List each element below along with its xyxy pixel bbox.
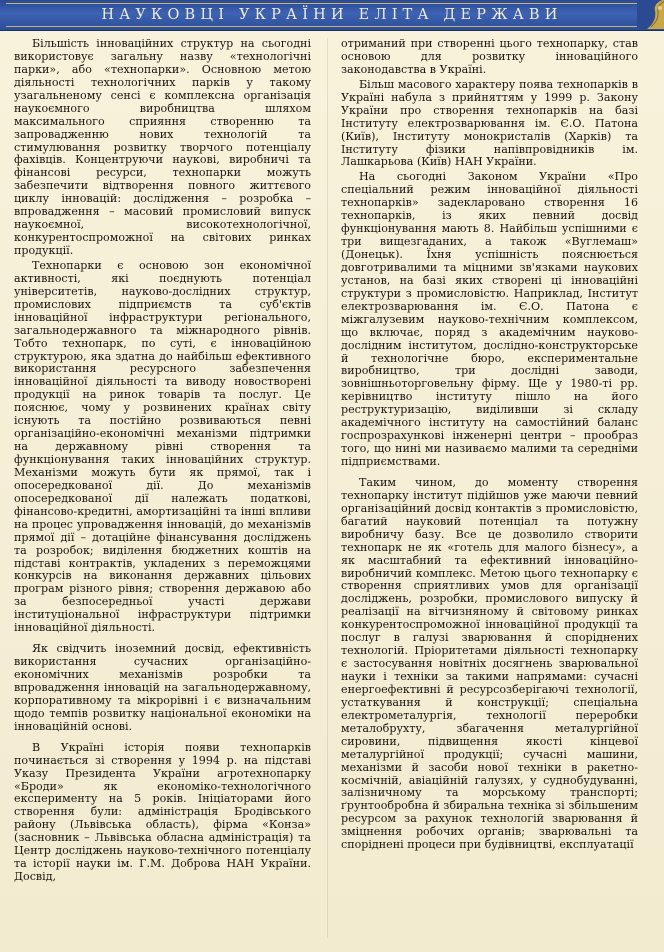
paragraph: В Україні історія появи технопарків починається зі створення у 1994 р. на підставі Указу Президента України агротехнопарку «Броди» як економіко-технологічного експерименту на 5 років. Ініціаторами його створення були: адміністрація Бродівського району (Львівська область), фірма «Конза» (засновник – Львівська обласна адміністрація) та Центр досліджень науково-технічного потенціалу та історії науки ім. Г.М. Доброва НАН України. Досвід, [14, 740, 311, 884]
paragraph: отриманий при створенні цього технопарку, став основою для розвитку інноваційного законодавства в Україні. [341, 37, 638, 76]
paragraph: Таким чином, до моменту створення технопарку інститут підійшов уже маючи певний організаційний досвід контактів з промисловістю, багатий науковий потенціал та потужну виробничу базу. Все це дозволило створити технопарк не як «готель для малого бізнесу», а як масштабний та ефективний інноваційно-виробничий комплекс. Метою цього технопарку є створення сприятливих умов для організації досліджень, розробки, промислового випуску й реалізації на вітчизняному й світовому ринках конкурентоспроможної інноваційної продукції та послуг в галузі зварювання й споріднених технологій. Пріоритетами діяльності технопарку є застосування новітніх досягнень зварювальної науки і техніки за такими напрямами: сучасні енергоефективні й ресурсозберігаючі технології, устаткування й конструкції; спеціальна електрометалургія, технології переробки металобрухту, збагачення металургійної сировини, підвищення якості кінцевої металургійної продукції; сучасні машини, механізми й засоби нової техніки в ракетно-космічній, авіаційній галузях, у суднобудуванні, залізничному та морському транспорті; ґрунтообробна й збиральна техніка зі збільшеним ресурсом за рахунок технологій зварювання й зміцнення робочих органів; зварювальні та споріднені процеси при будівництві, експлуатації [341, 475, 638, 852]
paragraph: Технопарки є основою зон економічної активності, які поєднують потенціал університетів, науково-дослідних структур, промислових підприємств та суб'єктів інноваційної інфраструктури регіонального, загальнодержавного та міжнародного рівнів. Тобто технопарк, по суті, є інноваційною структурою, яка здатна до найбільш ефективного використання ресурсного забезпечення інноваційної діяльності та виводу новостворені продукції на ринок товарів та послуг. Це пояснює, чому у розвинених країнах світу існують та постійно розвиваються певні організаційно-економічні механізми підтримки на державному рівні створення та функціонування таких інноваційних структур. Механізми можуть бути як прямої, так і опосередкованої дії. До механізмів опосередкованої дії належать податкові, фінансово-кредитні, амортизаційні та інші впливи на процес упровадження інновацій, до механізмів прямої дії – дотаційне фінансування досліджень та розробок; виділення бюджетних коштів на підставі контрактів, укладених з переможцями конкурсів на виконання державних цільових програм різного рівня; створення державою або за безпосередньої участі держави інституціональної інфраструктури підтримки інноваційної діяльності. [14, 258, 311, 635]
left-column [14, 38, 311, 884]
column-divider [327, 38, 328, 938]
paragraph: Як свідчить іноземний досвід, ефективність використання сучасних організаційно-економічних механізмів розробки та впровадження інновацій на загальнодержавному, корпоративному та мікрорівні і є визначальним щодо темпів розвитку національної економіки на інноваційній основі. [14, 642, 311, 733]
right-column [341, 38, 638, 852]
header-title: НАУКОВЦІ УКРАЇНИ ЕЛІТА ДЕРЖАВИ [101, 7, 563, 23]
header-frame [6, 3, 658, 27]
corner-ornament-icon [637, 0, 664, 29]
paragraph: Більшість інноваційних структур на сьогодні використовує загальну назву «технологічні парки», або «технопарки». Основною метою діяльності технологічних парків у такому узагальненому сенсі є комплексна організація наукоємного виробництва шляхом максимального сприяння створенню та запровадженню нових технологій та стимулювання розвитку творчого потенціалу фахівців. Концентруючи наукові, виробничі та фінансові ресурси, технопарки можуть забезпечити відтворення повного життєвого циклу інновацій: дослідження – розробка – впровадження – масовий промисловий випуск наукоємної, високотехнологічної, конкурентоспроможної на світових ринках продукції. [14, 37, 311, 257]
header-banner [0, 0, 664, 31]
paragraph: Більш масового характеру поява технопарків в Україні набула з прийняттям у 1999 р. Закону України про створення технопарків на базі Інституту електрозварювання ім. Є.О. Патона (Київ), Інституту монокристалів (Харків) та Інституту фізики напівпровідників ім. Лашкарьова (Київ) НАН України. [341, 77, 638, 169]
paragraph: На сьогодні Законом України «Про спеціальний режим інноваційної діяльності технопарків» задекларовано створення 16 технопарків, із яких певний досвід функціонування мають 8. Найбільш успішними є три вищезгаданих, а також «Вуглемаш» (Донецьк). Їхня успішність пояснюється довготривалими та міцними зв'язками наукових установ, на базі яких створені ці інноваційні структури з промисловістю. Наприклад, Інститут електрозварювання ім. Є.О. Патона є міжгалузевим науково-технічним комплексом, що включає, поряд з академічним науково-дослідним інститутом, дослідно-конструкторське й технологічне бюро, експериментальне виробництво, три дослідні заводи, зовнішньоторговельну фірму. Ще у 1980-ті рр. керівництво інституту пішло на його реструктуризацію, виділивши зі складу академічного інституту на самостійний баланс госпрозрахункові інженерні центри – прообраз того, що нині ми називаємо малими та середніми підприємствами. [341, 170, 638, 468]
